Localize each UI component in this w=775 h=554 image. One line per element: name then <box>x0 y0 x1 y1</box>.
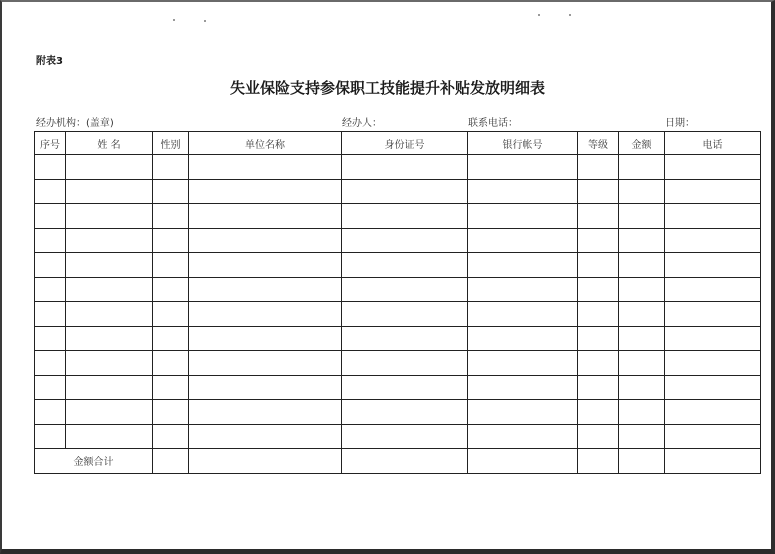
contact-phone-field: 联系电话： <box>468 118 518 129</box>
table-cell <box>619 155 665 180</box>
table-cell <box>189 400 342 425</box>
table-cell <box>66 375 153 400</box>
table-cell <box>665 155 761 180</box>
table-row <box>35 351 761 376</box>
table-cell <box>665 253 761 278</box>
table-cell <box>66 302 153 327</box>
table-row <box>35 228 761 253</box>
table-cell <box>578 400 619 425</box>
column-header-amount: 金额 <box>619 132 665 155</box>
total-row <box>35 449 761 474</box>
table-cell <box>342 228 468 253</box>
table-cell <box>189 449 342 474</box>
table-row <box>35 277 761 302</box>
table-row <box>35 424 761 449</box>
table-cell <box>189 253 342 278</box>
table-cell <box>342 204 468 229</box>
table-cell <box>189 277 342 302</box>
table-cell <box>35 400 66 425</box>
column-header-id-number: 身份证号 <box>342 132 468 155</box>
table-cell <box>153 302 189 327</box>
table-cell <box>153 400 189 425</box>
table-cell <box>578 155 619 180</box>
table-cell <box>35 326 66 351</box>
column-header-phone: 电话 <box>665 132 761 155</box>
table-cell <box>665 179 761 204</box>
table-cell <box>66 228 153 253</box>
column-header-serial: 序号 <box>35 132 66 155</box>
table-cell <box>189 155 342 180</box>
table-cell <box>619 351 665 376</box>
table-cell <box>468 351 578 376</box>
table-cell <box>619 302 665 327</box>
total-label: 金额合计 <box>35 449 153 474</box>
table-cell <box>189 375 342 400</box>
table-cell <box>35 351 66 376</box>
subsidy-detail-table <box>34 131 761 474</box>
table-row <box>35 326 761 351</box>
table-cell <box>66 204 153 229</box>
table-row <box>35 302 761 327</box>
table-cell <box>468 302 578 327</box>
table-cell <box>66 179 153 204</box>
table-cell <box>619 277 665 302</box>
table-cell <box>665 375 761 400</box>
table-cell <box>578 424 619 449</box>
table-cell <box>665 204 761 229</box>
table-cell <box>468 204 578 229</box>
table-cell <box>66 155 153 180</box>
table-cell <box>578 375 619 400</box>
table-body <box>35 155 761 449</box>
table-cell <box>619 449 665 474</box>
table-header-row <box>35 132 761 155</box>
table-cell <box>153 351 189 376</box>
document-title: 失业保险支持参保职工技能提升补贴发放明细表 <box>229 79 545 97</box>
table-cell <box>342 400 468 425</box>
table-cell <box>189 351 342 376</box>
table-cell <box>342 326 468 351</box>
table-cell <box>342 375 468 400</box>
table-row <box>35 179 761 204</box>
table-cell <box>35 375 66 400</box>
table-cell <box>66 351 153 376</box>
table-cell <box>153 179 189 204</box>
table-cell <box>66 400 153 425</box>
table-row <box>35 400 761 425</box>
handler-field: 经办人： <box>342 118 382 129</box>
table-cell <box>665 424 761 449</box>
column-header-employer: 单位名称 <box>189 132 342 155</box>
table-cell <box>578 351 619 376</box>
table-cell <box>66 424 153 449</box>
table-row <box>35 375 761 400</box>
table-cell <box>342 351 468 376</box>
table-cell <box>468 400 578 425</box>
table-cell <box>665 277 761 302</box>
date-field: 日期： <box>665 118 695 129</box>
table-cell <box>153 449 189 474</box>
table-cell <box>578 302 619 327</box>
table-cell <box>35 179 66 204</box>
table-cell <box>665 326 761 351</box>
table-cell <box>468 155 578 180</box>
table-cell <box>35 228 66 253</box>
table-cell <box>342 449 468 474</box>
table-cell <box>578 449 619 474</box>
table-cell <box>66 253 153 278</box>
table-cell <box>342 179 468 204</box>
table-cell <box>619 253 665 278</box>
table-cell <box>665 228 761 253</box>
table-cell <box>619 179 665 204</box>
table-cell <box>189 326 342 351</box>
table-cell <box>342 155 468 180</box>
table-cell <box>665 302 761 327</box>
table-cell <box>468 375 578 400</box>
table-cell <box>619 375 665 400</box>
table-cell <box>153 375 189 400</box>
table-cell <box>35 253 66 278</box>
table-cell <box>619 424 665 449</box>
table-cell <box>468 449 578 474</box>
table-cell <box>619 204 665 229</box>
table-cell <box>619 326 665 351</box>
table-row <box>35 253 761 278</box>
table-cell <box>189 302 342 327</box>
table-row <box>35 155 761 180</box>
table-cell <box>342 302 468 327</box>
table-cell <box>619 400 665 425</box>
table-cell <box>153 228 189 253</box>
table-cell <box>153 424 189 449</box>
table-cell <box>153 253 189 278</box>
table-cell <box>153 204 189 229</box>
table-row <box>35 204 761 229</box>
table-cell <box>468 424 578 449</box>
table-cell <box>578 253 619 278</box>
table-cell <box>342 424 468 449</box>
table-cell <box>578 204 619 229</box>
table-cell <box>189 204 342 229</box>
table-cell <box>468 326 578 351</box>
table-cell <box>578 228 619 253</box>
table-cell <box>189 228 342 253</box>
table-cell <box>468 228 578 253</box>
table-cell <box>35 424 66 449</box>
column-header-bank-account: 银行帐号 <box>468 132 578 155</box>
table-cell <box>619 228 665 253</box>
table-cell <box>468 253 578 278</box>
column-header-gender: 性别 <box>153 132 189 155</box>
table-cell <box>665 400 761 425</box>
table-cell <box>35 155 66 180</box>
appendix-label: 附表3 <box>36 56 63 67</box>
table-cell <box>468 179 578 204</box>
table-cell <box>665 351 761 376</box>
table-cell <box>35 204 66 229</box>
table-cell <box>153 155 189 180</box>
table-cell <box>665 449 761 474</box>
column-header-level: 等级 <box>578 132 619 155</box>
table-cell <box>189 179 342 204</box>
table-cell <box>468 277 578 302</box>
agency-field: 经办机构：(盖章) <box>36 118 114 129</box>
table-cell <box>66 326 153 351</box>
table-cell <box>153 326 189 351</box>
table-cell <box>35 302 66 327</box>
table-cell <box>153 277 189 302</box>
column-header-name: 姓 名 <box>66 132 153 155</box>
table-cell <box>35 277 66 302</box>
table-cell <box>578 326 619 351</box>
table-cell <box>189 424 342 449</box>
table-cell <box>66 277 153 302</box>
table-cell <box>342 253 468 278</box>
table-cell <box>578 179 619 204</box>
table-cell <box>578 277 619 302</box>
table-cell <box>342 277 468 302</box>
